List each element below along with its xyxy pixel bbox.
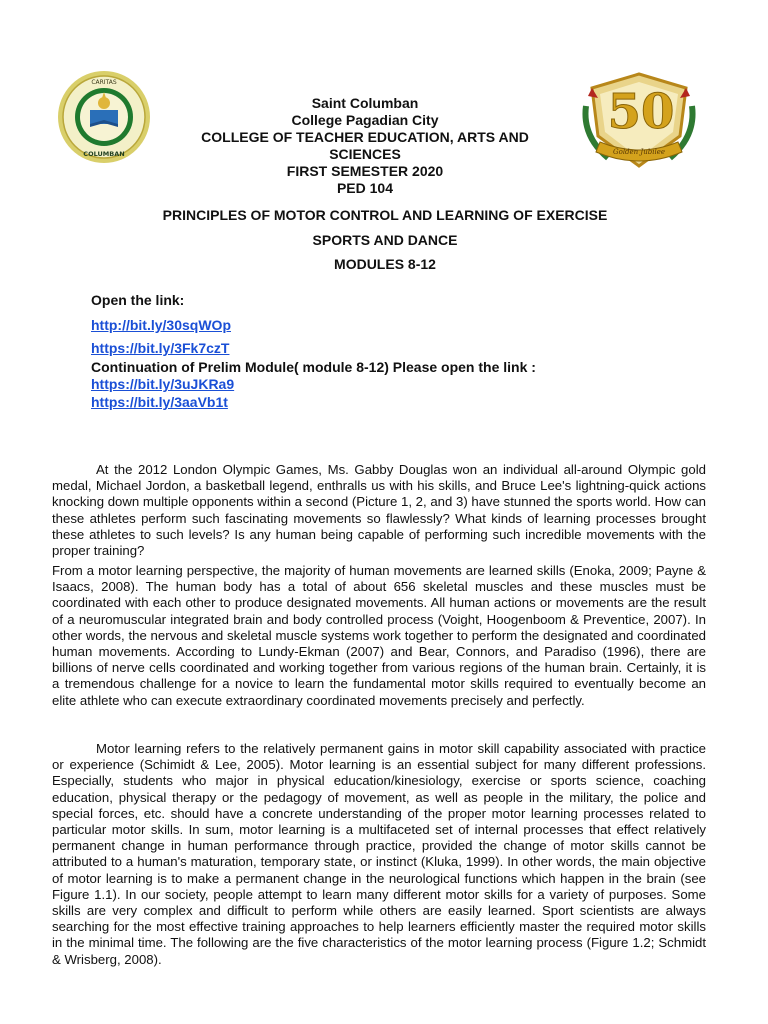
anniversary-ribbon-text: Golden Jubilee bbox=[613, 148, 665, 156]
institution-header bbox=[160, 95, 570, 197]
paragraph-definition-text: Motor learning refers to the relatively permanent gains in motor skill capability associated with practice or experience (Schimidt & Lee, 2005). Motor learning is an essential subject for many different professions. Especially, students who major in physical education/kinesiology, exercise or sports science, coaching education, physical therapy or the pedagogy of movement, as well as people in the military, the police and special forces, etc. should have a concrete understanding of the proper motor learning processes related to particular motor skills. In sum, motor learning is a multifaceted set of internal processes that effect relatively permanent change in human performance through practice, provided the change of motor skills cannot be attributed to a human's maturation, temporary state, or instinct (Kluka, 1999). In other words, the main objective of motor learning is to make a permanent change in the neurological functions which happen in the brain (see Figure 1.1). In our society, people attempt to learn many different motor skills for a variety of purposes. Some skills are very complex and difficult to perform while others are easily learned. Sport scientists are always searching for the most effective training approaches to help learners efficiently master the required motor skills in the minimal time. The following are the five characteristics of the motor learning process (Figure 1.2; Schmidt & Wrisberg, 2008). bbox=[52, 741, 706, 967]
module-title-line1: PRINCIPLES OF MOTOR CONTROL AND LEARNING OF EXERCISE bbox=[162, 207, 608, 223]
paragraph-intro-text: At the 2012 London Olympic Games, Ms. Gabby Douglas won an individual all-around Olympic gold medal, Michael Jordon, a basketball legend, enthralls us with his skills, and Bruce Lee's lightning-quick actions knocking down multiple opponents within a second (Picture 1, 2, and 3) have stunned the sports world. How can these athletes perform such fascinating movements so flawlessly? What kinds of learning processes brought these athletes to such levels? Is any human being capable of performing such incredible movements with the proper training? bbox=[52, 462, 706, 559]
header-line-semester: FIRST SEMESTER 2020 bbox=[286, 163, 444, 179]
anniversary-50-emblem-icon bbox=[578, 66, 700, 176]
seal-top-text: CARITAS bbox=[91, 79, 117, 86]
link-1[interactable]: http://bit.ly/30sqWOp bbox=[91, 317, 231, 333]
link-4[interactable]: https://bit.ly/3aaVb1t bbox=[91, 394, 228, 410]
paragraph-intro bbox=[52, 462, 706, 559]
header-line-city: College Pagadian City bbox=[291, 112, 439, 128]
paragraph-motor-learning-definition bbox=[52, 741, 706, 968]
module-title-line3: MODULES 8-12 bbox=[334, 256, 436, 272]
link-3[interactable]: https://bit.ly/3uJKRa9 bbox=[91, 376, 235, 392]
link-2[interactable]: https://bit.ly/3Fk7czT bbox=[91, 340, 230, 356]
continuation-label: Continuation of Prelim Module( module 8-12) Please open the link : bbox=[91, 359, 536, 375]
header-line-sciences: SCIENCES bbox=[329, 146, 401, 162]
seal-bottom-text: COLUMBAN bbox=[83, 150, 125, 158]
paragraph-perspective-text: From a motor learning perspective, the majority of human movements are learned skills (Enoka, 2009; Payne & Isaacs, 2008). The human body has a total of about 656 skeletal muscles and these muscles must be coordinated with each other to produce designated movements. All human actions or movements are the result of a neuromuscular integrated brain and body controlled process (Voight, Hoogenboom & Preventice, 2007). In other words, the nervous and skeletal muscle systems work together to perform the designated and coordinated human movements. According to Lundy-Ekman (2007) and Bear, Connors, and Paradiso (1996), there are billions of nerve cells coordinated and working together from various regions of the human brain. Certainly, it is a tremendous challenge for a novice to learn the fundamental motor skills required to eventually become an elite athlete who can execute extraordinary coordinated movements precisely and perfectly. bbox=[52, 563, 706, 708]
module-title-line2: SPORTS AND DANCE bbox=[312, 232, 458, 248]
header-line-college: COLLEGE OF TEACHER EDUCATION, ARTS AND bbox=[201, 129, 529, 145]
header-line-course: PED 104 bbox=[336, 180, 394, 196]
open-link-label: Open the link: bbox=[91, 292, 185, 308]
header-line-school: Saint Columban bbox=[311, 95, 419, 111]
college-seal-icon bbox=[57, 70, 151, 164]
anniversary-number: 50 bbox=[607, 84, 675, 140]
paragraph-motor-learning-perspective bbox=[52, 563, 706, 709]
